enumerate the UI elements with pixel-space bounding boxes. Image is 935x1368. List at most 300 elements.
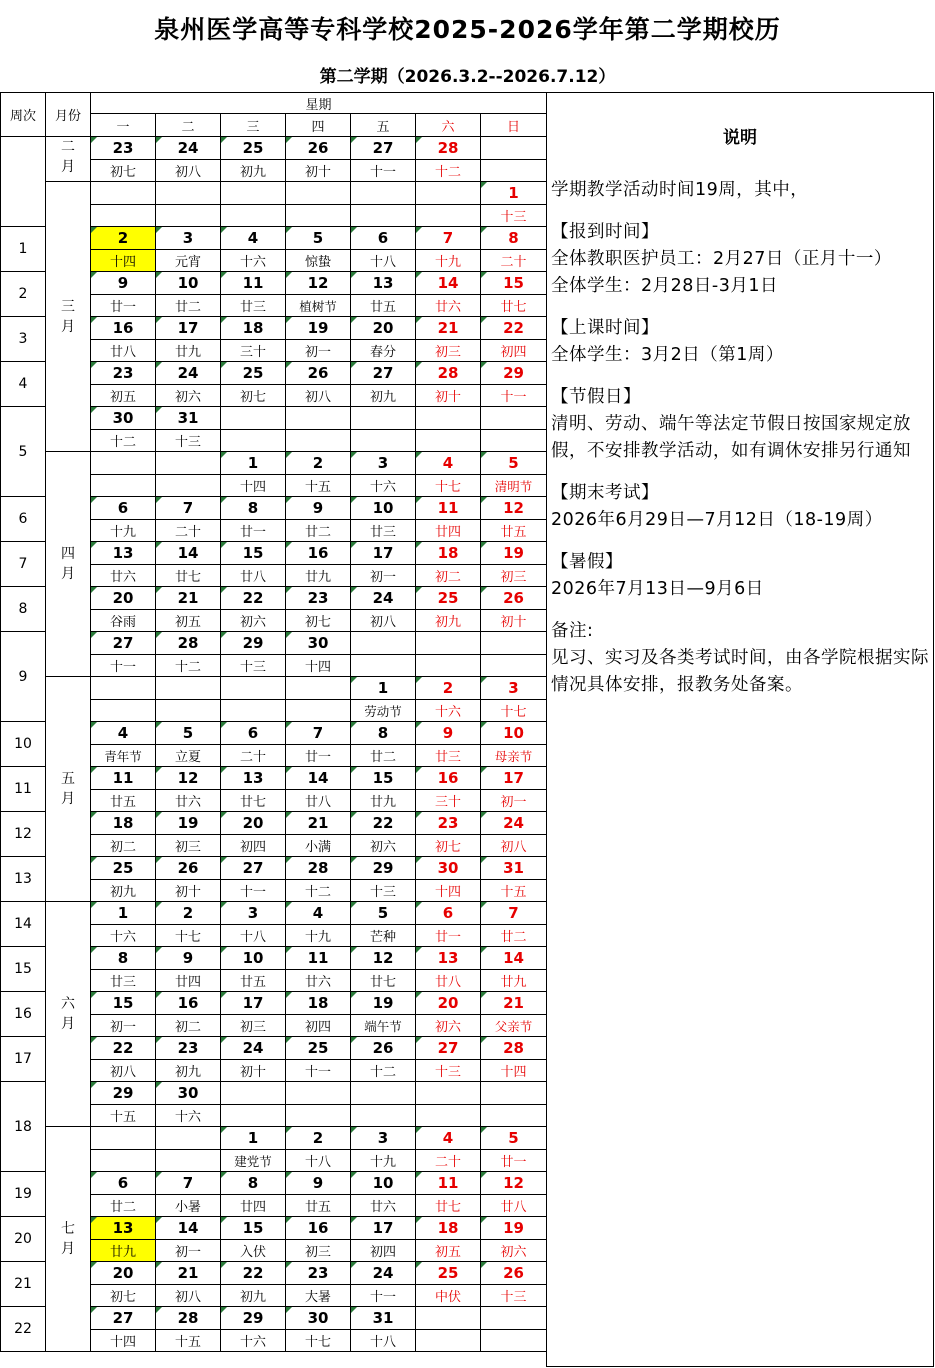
lunar-date: 十九: [286, 925, 351, 947]
lunar-date: 初一: [286, 340, 351, 362]
lunar-date: [481, 160, 547, 182]
notes-section-heading: 【节假日】: [551, 387, 641, 407]
lunar-date: 廿五: [221, 970, 286, 992]
lunar-date: 父亲节: [481, 1015, 547, 1037]
day-number: 19: [351, 992, 416, 1015]
lunar-date: 十一: [481, 385, 547, 407]
lunar-date: 初九: [91, 880, 156, 902]
day-number: 6: [416, 902, 481, 925]
day-number: 31: [156, 407, 221, 430]
day-number: 11: [416, 497, 481, 520]
notes-section-line: 全体教职医护员工：2月27日（正月十一）: [551, 249, 892, 269]
day-number: [91, 1127, 156, 1150]
week-number: 19: [1, 1172, 46, 1217]
day-number: [156, 452, 221, 475]
notes-section-line: 全体学生：3月2日（第1周）: [551, 345, 784, 365]
week-number: 10: [1, 722, 46, 767]
month-label-text: 三月: [61, 298, 75, 335]
day-number: 19: [156, 812, 221, 835]
day-number: 10: [351, 497, 416, 520]
day-number: [351, 632, 416, 655]
lunar-date: 十八: [286, 1150, 351, 1172]
lunar-date: 元宵: [156, 250, 221, 272]
day-number: [286, 1082, 351, 1105]
lunar-date: 植树节: [286, 295, 351, 317]
day-number: [221, 407, 286, 430]
lunar-date: 廿五: [481, 520, 547, 542]
day-number: 14: [481, 947, 547, 970]
day-number: 31: [481, 857, 547, 880]
lunar-date: 十一: [351, 1285, 416, 1307]
day-number: 21: [416, 317, 481, 340]
day-number: 13: [221, 767, 286, 790]
lunar-date: 十七: [481, 700, 547, 722]
day-number: 29: [221, 632, 286, 655]
day-number: [286, 182, 351, 205]
date-row: [1, 452, 547, 475]
lunar-date: [286, 700, 351, 722]
day-number: 3: [351, 1127, 416, 1150]
lunar-date: [416, 430, 481, 452]
day-number: 23: [91, 137, 156, 160]
lunar-date: 初四: [481, 340, 547, 362]
day-number: 9: [91, 272, 156, 295]
day-number: 8: [221, 497, 286, 520]
day-number: 27: [351, 137, 416, 160]
day-number: 28: [286, 857, 351, 880]
lunar-date: 十一: [91, 655, 156, 677]
lunar-date: 初三: [156, 835, 221, 857]
day-number: 15: [351, 767, 416, 790]
lunar-date: 初四: [286, 1015, 351, 1037]
lunar-date: 廿八: [286, 790, 351, 812]
lunar-date: 初八: [351, 610, 416, 632]
day-number: 15: [481, 272, 547, 295]
day-number: 21: [481, 992, 547, 1015]
day-number: 2: [156, 902, 221, 925]
lunar-date: 初六: [351, 835, 416, 857]
lunar-date: 初八: [156, 160, 221, 182]
day-number: 3: [351, 452, 416, 475]
lunar-date: 谷雨: [91, 610, 156, 632]
lunar-date: 廿四: [416, 520, 481, 542]
lunar-date: 十四: [286, 655, 351, 677]
lunar-date: 初一: [351, 565, 416, 587]
day-number: 1: [91, 902, 156, 925]
day-number: 20: [91, 587, 156, 610]
lunar-date: 初一: [156, 1240, 221, 1262]
day-number: 11: [91, 767, 156, 790]
notes-panel: [546, 92, 934, 1367]
lunar-date: 十一: [286, 1060, 351, 1082]
lunar-date: 中伏: [416, 1285, 481, 1307]
day-number: 12: [481, 1172, 547, 1195]
lunar-date: 廿三: [416, 745, 481, 767]
lunar-date: [91, 700, 156, 722]
month-label: [46, 902, 91, 1127]
day-number: 11: [416, 1172, 481, 1195]
day-number: 4: [221, 227, 286, 250]
lunar-date: 十五: [156, 1330, 221, 1352]
lunar-date: 廿八: [91, 340, 156, 362]
lunar-date: 廿九: [91, 1240, 156, 1262]
day-number: 27: [221, 857, 286, 880]
lunar-date: 初九: [221, 160, 286, 182]
lunar-date: 十七: [286, 1330, 351, 1352]
notes-section-line: 全体学生：2月28日-3月1日: [551, 276, 778, 296]
lunar-date: 廿二: [481, 925, 547, 947]
lunar-date: 十二: [286, 880, 351, 902]
lunar-date: [91, 1150, 156, 1172]
notes-section-line: 清明、劳动、端午等法定节假日按国家规定放假，不安排教学活动，如有调休安排另行通知: [551, 414, 911, 461]
day-number: 26: [286, 362, 351, 385]
day-number: 17: [351, 542, 416, 565]
lunar-date: 端午节: [351, 1015, 416, 1037]
day-number: 8: [351, 722, 416, 745]
day-number: 15: [221, 542, 286, 565]
week-number: 4: [1, 362, 46, 407]
lunar-date: 十六: [221, 1330, 286, 1352]
day-number: 6: [351, 227, 416, 250]
day-number: 5: [481, 452, 547, 475]
lunar-date: 十四: [91, 1330, 156, 1352]
day-number: [286, 407, 351, 430]
day-number: 30: [286, 632, 351, 655]
day-number: 7: [481, 902, 547, 925]
lunar-date: 青年节: [91, 745, 156, 767]
day-number: 5: [481, 1127, 547, 1150]
lunar-date: [156, 700, 221, 722]
weekday-header: 四: [286, 114, 351, 137]
day-number: 15: [91, 992, 156, 1015]
day-number: [481, 1307, 547, 1330]
notes-section-heading: 【报到时间】: [551, 222, 659, 242]
lunar-date: 十六: [156, 1105, 221, 1127]
day-number: 28: [156, 632, 221, 655]
lunar-date: [221, 430, 286, 452]
lunar-date: 初八: [286, 385, 351, 407]
day-number: 20: [416, 992, 481, 1015]
lunar-date: 廿九: [481, 970, 547, 992]
day-number: 6: [91, 1172, 156, 1195]
lunar-date: 廿一: [91, 295, 156, 317]
lunar-date: 廿七: [416, 1195, 481, 1217]
day-number: 24: [351, 1262, 416, 1285]
day-number: 6: [91, 497, 156, 520]
lunar-date: 十二: [416, 160, 481, 182]
day-number: 24: [351, 587, 416, 610]
month-label: [46, 452, 91, 677]
day-number: 11: [286, 947, 351, 970]
lunar-date: 初三: [416, 340, 481, 362]
lunar-date: 廿六: [91, 565, 156, 587]
day-number: 18: [416, 1217, 481, 1240]
weekday-header: 三: [221, 114, 286, 137]
lunar-date: [221, 205, 286, 227]
lunar-date: 廿一: [286, 745, 351, 767]
page-subtitle: 第二学期（2026.3.2--2026.7.12）: [319, 67, 616, 87]
week-col-header: 周次: [1, 93, 46, 137]
lunar-date: 十三: [351, 880, 416, 902]
lunar-date: 廿九: [351, 790, 416, 812]
lunar-date: 初九: [351, 385, 416, 407]
lunar-date: 初九: [156, 1060, 221, 1082]
day-number: 22: [351, 812, 416, 835]
day-number: [156, 677, 221, 700]
notes-section-heading: 备注:: [551, 621, 594, 641]
date-row: [1, 182, 547, 205]
lunar-date: 十八: [351, 1330, 416, 1352]
month-label: [46, 182, 91, 452]
lunar-date: 廿五: [351, 295, 416, 317]
lunar-date: [481, 1330, 547, 1352]
lunar-date: 十二: [351, 1060, 416, 1082]
date-row: [1, 137, 547, 160]
lunar-date: 廿一: [416, 925, 481, 947]
day-number: 12: [351, 947, 416, 970]
lunar-date: 十四: [481, 1060, 547, 1082]
weekday-header: 一: [91, 114, 156, 137]
lunar-date: 十五: [91, 1105, 156, 1127]
day-number: 4: [416, 1127, 481, 1150]
lunar-date: 廿八: [416, 970, 481, 992]
lunar-date: 初五: [416, 1240, 481, 1262]
day-number: 20: [91, 1262, 156, 1285]
week-number: 5: [1, 407, 46, 497]
week-number: [1, 137, 46, 227]
day-number: 24: [481, 812, 547, 835]
day-number: 22: [481, 317, 547, 340]
day-number: [481, 1082, 547, 1105]
lunar-date: 初八: [481, 835, 547, 857]
day-number: 2: [286, 452, 351, 475]
day-number: 8: [481, 227, 547, 250]
lunar-date: [481, 655, 547, 677]
lunar-date: 初六: [156, 385, 221, 407]
day-number: 7: [156, 1172, 221, 1195]
day-number: 19: [481, 542, 547, 565]
day-number: 18: [91, 812, 156, 835]
day-number: 1: [351, 677, 416, 700]
day-number: 7: [286, 722, 351, 745]
day-number: [286, 677, 351, 700]
day-number: 2: [91, 227, 156, 250]
day-number: [351, 407, 416, 430]
notes-section-heading: 【期末考试】: [551, 483, 659, 503]
lunar-date: 初三: [481, 565, 547, 587]
day-number: 30: [156, 1082, 221, 1105]
week-number: 18: [1, 1082, 46, 1172]
lunar-date: 初十: [221, 1060, 286, 1082]
lunar-date: 十一: [221, 880, 286, 902]
lunar-date: 二十: [481, 250, 547, 272]
lunar-date: 十六: [221, 250, 286, 272]
notes-section-line: 见习、实习及各类考试时间，由各学院根据实际情况具体安排，报教务处备案。: [551, 648, 929, 695]
weekday-group-header: 星期: [91, 93, 547, 114]
month-label-text: 七月: [61, 1221, 75, 1257]
day-number: [416, 407, 481, 430]
day-number: 26: [481, 1262, 547, 1285]
day-number: 30: [91, 407, 156, 430]
day-number: 23: [286, 1262, 351, 1285]
day-number: 30: [416, 857, 481, 880]
lunar-date: 十九: [351, 1150, 416, 1172]
day-number: 1: [221, 1127, 286, 1150]
day-number: 12: [481, 497, 547, 520]
day-number: 25: [416, 1262, 481, 1285]
day-number: 23: [156, 1037, 221, 1060]
lunar-date: 十三: [221, 655, 286, 677]
lunar-date: 十五: [481, 880, 547, 902]
day-number: 29: [351, 857, 416, 880]
day-number: 16: [156, 992, 221, 1015]
day-number: 25: [221, 362, 286, 385]
lunar-date: 廿四: [221, 1195, 286, 1217]
lunar-date: [286, 430, 351, 452]
day-number: 20: [351, 317, 416, 340]
day-number: 17: [156, 317, 221, 340]
lunar-date: 大暑: [286, 1285, 351, 1307]
lunar-date: [416, 1105, 481, 1127]
lunar-date: 初六: [221, 610, 286, 632]
lunar-date: [416, 1330, 481, 1352]
month-label-text: 四月: [61, 546, 75, 582]
day-number: [351, 182, 416, 205]
week-number: 15: [1, 947, 46, 992]
week-number: 9: [1, 632, 46, 722]
day-number: 6: [221, 722, 286, 745]
day-number: 18: [286, 992, 351, 1015]
week-number: 12: [1, 812, 46, 857]
lunar-date: [416, 205, 481, 227]
day-number: 27: [91, 632, 156, 655]
lunar-date: 十四: [416, 880, 481, 902]
day-number: 27: [91, 1307, 156, 1330]
lunar-date: 初二: [156, 1015, 221, 1037]
day-number: 9: [156, 947, 221, 970]
lunar-date: 初十: [416, 385, 481, 407]
day-number: 2: [416, 677, 481, 700]
day-number: 9: [286, 497, 351, 520]
day-number: 24: [221, 1037, 286, 1060]
day-number: 27: [351, 362, 416, 385]
day-number: 5: [156, 722, 221, 745]
lunar-date: [481, 1105, 547, 1127]
lunar-date: 初三: [286, 1240, 351, 1262]
day-number: 28: [416, 137, 481, 160]
lunar-date: 廿八: [481, 1195, 547, 1217]
day-number: 2: [286, 1127, 351, 1150]
day-number: 19: [286, 317, 351, 340]
date-row: [1, 1127, 547, 1150]
day-number: 17: [351, 1217, 416, 1240]
lunar-date: 廿二: [91, 1195, 156, 1217]
lunar-date: 廿五: [286, 1195, 351, 1217]
day-number: 26: [351, 1037, 416, 1060]
weekday-header: 六: [416, 114, 481, 137]
lunar-date: 劳动节: [351, 700, 416, 722]
day-number: 12: [286, 272, 351, 295]
lunar-date: 廿六: [286, 970, 351, 992]
day-number: [481, 632, 547, 655]
lunar-date: 初十: [481, 610, 547, 632]
lunar-date: 十八: [221, 925, 286, 947]
day-number: 21: [156, 587, 221, 610]
lunar-date: 廿七: [351, 970, 416, 992]
day-number: 28: [416, 362, 481, 385]
lunar-date: 廿六: [416, 295, 481, 317]
week-number: 20: [1, 1217, 46, 1262]
lunar-date: [221, 700, 286, 722]
lunar-date: 二十: [416, 1150, 481, 1172]
day-number: [91, 452, 156, 475]
day-number: 1: [221, 452, 286, 475]
week-number: 17: [1, 1037, 46, 1082]
lunar-date: 十三: [416, 1060, 481, 1082]
day-number: 1: [481, 182, 547, 205]
lunar-date: 立夏: [156, 745, 221, 767]
day-number: 4: [286, 902, 351, 925]
lunar-date: 初七: [221, 385, 286, 407]
lunar-date: 初七: [91, 1285, 156, 1307]
lunar-date: 廿三: [351, 520, 416, 542]
day-number: 30: [286, 1307, 351, 1330]
lunar-date: 惊蛰: [286, 250, 351, 272]
lunar-date: 廿五: [91, 790, 156, 812]
day-number: [481, 137, 547, 160]
header-row: [1, 93, 547, 114]
day-number: 13: [91, 1217, 156, 1240]
lunar-date: [351, 655, 416, 677]
month-label-text: 六月: [61, 996, 75, 1032]
day-number: 4: [416, 452, 481, 475]
lunar-date: 初五: [91, 385, 156, 407]
day-number: 25: [286, 1037, 351, 1060]
calendar-table: [0, 92, 547, 1352]
week-number: 16: [1, 992, 46, 1037]
day-number: 8: [91, 947, 156, 970]
lunar-date: 十七: [156, 925, 221, 947]
lunar-date: 廿七: [156, 565, 221, 587]
day-number: [416, 1082, 481, 1105]
lunar-date: 廿二: [286, 520, 351, 542]
day-number: 22: [91, 1037, 156, 1060]
lunar-date: 十一: [351, 160, 416, 182]
day-number: 26: [286, 137, 351, 160]
day-number: 24: [156, 362, 221, 385]
day-number: 3: [481, 677, 547, 700]
lunar-date: [416, 655, 481, 677]
week-number: 22: [1, 1307, 46, 1352]
day-number: 29: [91, 1082, 156, 1105]
lunar-date: 廿三: [91, 970, 156, 992]
day-number: 9: [416, 722, 481, 745]
date-row: [1, 902, 547, 925]
week-number: 1: [1, 227, 46, 272]
lunar-date: 初五: [156, 610, 221, 632]
lunar-date: 小暑: [156, 1195, 221, 1217]
lunar-date: 初七: [416, 835, 481, 857]
day-number: 31: [351, 1307, 416, 1330]
lunar-date: 廿二: [351, 745, 416, 767]
day-number: 23: [91, 362, 156, 385]
day-number: 27: [416, 1037, 481, 1060]
day-number: 24: [156, 137, 221, 160]
day-number: 17: [221, 992, 286, 1015]
calendar-body: [1, 93, 547, 1352]
day-number: [156, 182, 221, 205]
day-number: 28: [156, 1307, 221, 1330]
